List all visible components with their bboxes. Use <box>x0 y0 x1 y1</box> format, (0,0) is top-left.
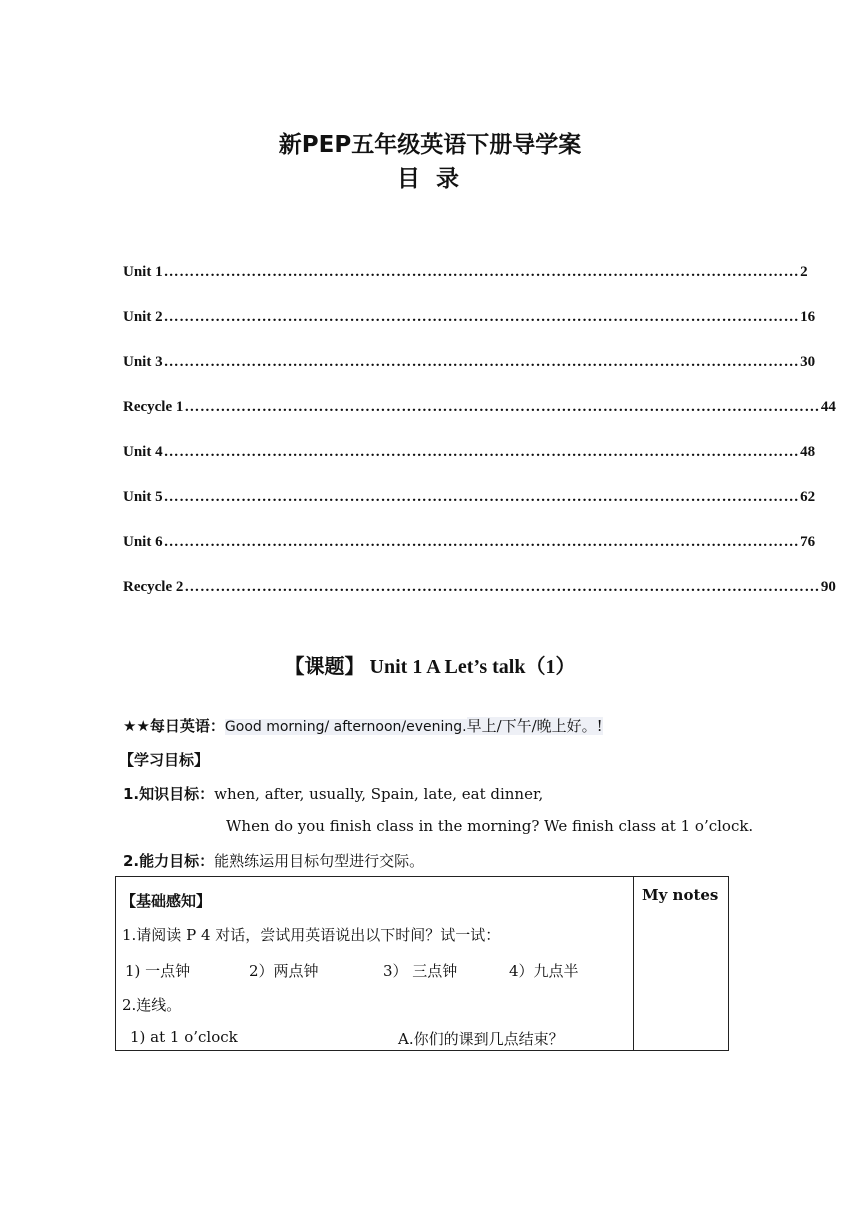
ability-text: 能熟练运用目标句型进行交际。 <box>214 852 425 870</box>
time-item: 1) 一点钟 <box>125 962 191 980</box>
section-heading: 【基础感知】 <box>121 892 212 910</box>
toc-leader-dots: …………………………………………………………………………………………………………… <box>163 309 800 325</box>
toc-entry[interactable] <box>123 444 816 461</box>
match-left-item: 1) at 1 o’clock <box>130 1028 238 1046</box>
time-item: 4）九点半 <box>509 962 579 980</box>
knowledge-objective <box>123 783 543 804</box>
toc-entry-label: Unit 5 <box>123 489 163 505</box>
toc-entry[interactable] <box>123 579 836 596</box>
toc-leader-dots: …………………………………………………………………………………………………………… <box>163 444 800 460</box>
toc-entry-label: Unit 2 <box>123 309 163 325</box>
toc-entry[interactable] <box>123 264 808 281</box>
notes-heading: My notes <box>642 886 719 904</box>
document-subtitle: 目 录 <box>396 166 463 192</box>
toc-entry-page: 2 <box>800 264 808 280</box>
toc-entry-label: Recycle 2 <box>123 579 184 595</box>
match-right-item: A.你们的课到几点结束？ <box>398 1030 564 1048</box>
daily-english <box>123 715 603 736</box>
toc-entry[interactable] <box>123 399 836 416</box>
toc-leader-dots: …………………………………………………………………………………………………………… <box>163 489 800 505</box>
ability-label: 2.能力目标： <box>123 852 215 870</box>
knowledge-sentence: When do you finish class in the morning? We finish class at 1 o’clock. <box>226 817 754 835</box>
knowledge-label: 1.知识目标： <box>123 785 215 803</box>
toc-leader-dots: …………………………………………………………………………………………………………… <box>163 354 800 370</box>
lesson-title: 【课题】 Unit 1 A Let’s talk（1） <box>284 656 576 678</box>
daily-english-translation: 早上/下午/晚上好。! <box>466 717 603 735</box>
task-2-text: 2.连线。 <box>122 996 182 1014</box>
daily-english-label: ★★每日英语： <box>123 717 225 735</box>
knowledge-words: when, after, usually, Spain, late, eat dinner, <box>214 785 544 803</box>
objectives-heading: 【学习目标】 <box>119 751 210 769</box>
toc-entry-page: 48 <box>800 444 816 460</box>
time-item: 2）两点钟 <box>249 962 319 980</box>
toc-leader-dots: …………………………………………………………………………………………………………… <box>184 399 820 415</box>
toc-leader-dots: …………………………………………………………………………………………………………… <box>163 264 800 280</box>
toc-entry-page: 30 <box>800 354 816 370</box>
document-title: 新PEP五年级英语下册导学案 <box>278 132 582 158</box>
toc-entry-page: 44 <box>820 399 836 415</box>
toc-entry[interactable] <box>123 309 816 326</box>
time-item: 3） 三点钟 <box>383 962 458 980</box>
toc-entry-page: 76 <box>800 534 816 550</box>
toc-entry-page: 90 <box>820 579 836 595</box>
task-1-text: 1.请阅读 P 4 对话，尝试用英语说出以下时间？试一试： <box>122 926 501 944</box>
ability-objective <box>123 850 424 871</box>
toc-leader-dots: …………………………………………………………………………………………………………… <box>163 534 800 550</box>
toc-entry-label: Recycle 1 <box>123 399 184 415</box>
toc-entry-label: Unit 1 <box>123 264 163 280</box>
toc-entry-page: 16 <box>800 309 816 325</box>
column-divider <box>633 877 634 1050</box>
toc-entry-label: Unit 4 <box>123 444 163 460</box>
toc-entry-label: Unit 6 <box>123 534 163 550</box>
study-table <box>115 876 729 1051</box>
toc-entry[interactable] <box>123 354 816 371</box>
toc-entry-page: 62 <box>800 489 816 505</box>
toc-entry[interactable] <box>123 489 816 506</box>
toc-entry-label: Unit 3 <box>123 354 163 370</box>
toc-entry[interactable] <box>123 534 816 551</box>
daily-english-text: Good morning/ afternoon/evening. <box>224 719 467 735</box>
toc-leader-dots: …………………………………………………………………………………………………………… <box>184 579 820 595</box>
